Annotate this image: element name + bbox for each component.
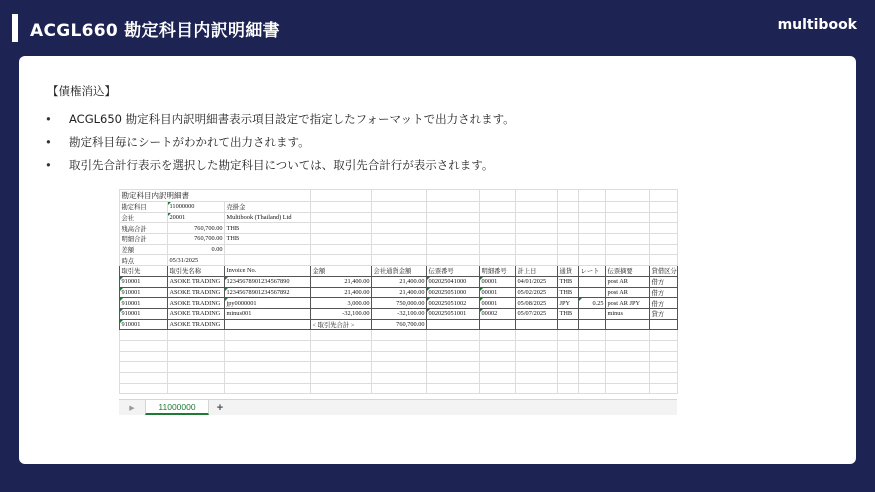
cell-amount: 3,000.00 [311,298,372,309]
meta-label: 残高合計 [120,223,168,234]
meta-balance-currency: THB [225,223,311,234]
cell-invoice [225,319,311,330]
add-sheet-icon[interactable]: + [216,401,224,414]
meta-row-date [120,255,678,266]
bullet-item: • 取引先合計行表示を選択した勘定科目については、取引先合計行が表示されます。 [43,157,515,180]
table-row [120,276,678,287]
section-title: 【債権消込】 [47,84,116,98]
cell-invoice: 12345678901234567890 [225,276,311,287]
meta-label: 明細合計 [120,234,168,245]
column-header: 計上日 [516,266,558,277]
cell-vendor-name: ASOKE TRADING [168,319,225,330]
cell-line-no: 00001 [480,276,516,287]
cell-company-amount: -32,100.00 [372,308,427,319]
cell-dc: 借方 [650,298,678,309]
column-header-row [120,266,678,277]
cell-dc [650,319,678,330]
cell-voucher-no: 002025051000 [427,287,480,298]
cell-invoice: minus001 [225,308,311,319]
column-header: 明細番号 [480,266,516,277]
cell-line-no: 00002 [480,308,516,319]
cell-voucher-no: 002025051002 [427,298,480,309]
cell-amount: 21,400.00 [311,287,372,298]
meta-diff-value: 0.00 [168,244,225,255]
bullet-list [43,111,515,180]
cell-vendor-code: 910001 [120,308,168,319]
cell-memo [606,319,650,330]
empty-row [120,383,678,394]
cell-company-amount: 760,700.00 [372,319,427,330]
meta-detail-value: 760,700.00 [168,234,225,245]
cell-vendor-name: ASOKE TRADING [168,308,225,319]
cell-currency: THB [558,287,579,298]
column-header: レート [579,266,606,277]
title-accent-bar [12,14,18,42]
cell-date: 05/02/2025 [516,287,558,298]
cell-vendor-code: 910001 [120,276,168,287]
cell-line-no: 00001 [480,298,516,309]
title-bar [12,14,280,42]
cell-currency: THB [558,308,579,319]
cell-vendor-code: 910001 [120,287,168,298]
cell-date: 04/01/2025 [516,276,558,287]
table-row [120,287,678,298]
content-card [19,56,856,464]
meta-detail-currency: THB [225,234,311,245]
table-row [120,308,678,319]
column-header: 会社通貨金額 [372,266,427,277]
cell-memo: post AR [606,287,650,298]
cell-currency: JPY [558,298,579,309]
cell-currency [558,319,579,330]
empty-row [120,362,678,373]
cell-voucher-no [427,319,480,330]
cell-rate: 0.25 [579,298,606,309]
page-title: ACGL660 勘定科目内訳明細書 [30,20,280,41]
vendor-total-row [120,319,678,330]
empty-row [120,351,678,362]
cell-memo: minus [606,308,650,319]
bullet-item: • ACGL650 勘定科目内訳明細書表示項目設定で指定したフォーマットで出力されます。 [43,111,515,134]
meta-row-detail [120,234,678,245]
column-header: 伝票番号 [427,266,480,277]
cell-invoice: jpy0000001 [225,298,311,309]
cell-amount: -32,100.00 [311,308,372,319]
empty-row [120,373,678,384]
meta-label: 差額 [120,244,168,255]
meta-label: 会社 [120,212,168,223]
bullet-item: • 勘定科目毎にシートがわかれて出力されます。 [43,134,515,157]
column-header: 伝票摘要 [606,266,650,277]
brand-logo: multibook [777,17,857,33]
column-header: 取引先名称 [168,266,225,277]
meta-row-company [120,212,678,223]
cell-date: 05/08/2025 [516,298,558,309]
cell-date: 05/07/2025 [516,308,558,319]
cell-vendor-name: ASOKE TRADING [168,276,225,287]
meta-label: 勘定科目 [120,202,168,213]
meta-row-diff [120,244,678,255]
cell-rate [579,319,606,330]
empty-row [120,330,678,341]
cell-memo: post AR JPY [606,298,650,309]
cell-dc: 借方 [650,276,678,287]
cell-company-amount: 21,400.00 [372,276,427,287]
meta-date-value: 05/31/2025 [168,255,225,266]
cell-rate [579,276,606,287]
column-header: 取引先 [120,266,168,277]
meta-row-account [120,202,678,213]
sheet-title-row [120,190,678,202]
cell-line-no: 00001 [480,287,516,298]
cell-currency: THB [558,276,579,287]
cell-invoice: 12345678901234567892 [225,287,311,298]
cell-total-label: < 取引先合計 > [311,319,372,330]
cell-dc: 借方 [650,287,678,298]
cell-dc: 貸方 [650,308,678,319]
cell-vendor-code: 910001 [120,298,168,309]
spreadsheet-screenshot [119,189,677,415]
meta-account-code: 11000000 [168,202,225,213]
meta-account-name: 売掛金 [225,202,311,213]
meta-company-code: 20001 [168,212,225,223]
meta-balance-value: 760,700.00 [168,223,225,234]
table-row [120,298,678,309]
sheet-tab-active[interactable]: 11000000 [145,400,209,415]
column-header: 通貨 [558,266,579,277]
cell-vendor-name: ASOKE TRADING [168,287,225,298]
sheet-grid [119,189,678,394]
cell-vendor-name: ASOKE TRADING [168,298,225,309]
meta-label: 時点 [120,255,168,266]
cell-rate [579,287,606,298]
cell-amount: 21,400.00 [311,276,372,287]
cell-voucher-no: 002025051001 [427,308,480,319]
cell-rate [579,308,606,319]
cell-vendor-code: 910001 [120,319,168,330]
cell-company-amount: 750,000.00 [372,298,427,309]
column-header: 金額 [311,266,372,277]
sheet-scroll-arrow-icon[interactable]: ▶ [129,404,135,412]
meta-row-balance [120,223,678,234]
sheet-title: 勘定科目内訳明細書 [120,190,311,202]
cell-voucher-no: 002025041000 [427,276,480,287]
cell-line-no [480,319,516,330]
cell-memo: post AR [606,276,650,287]
column-header: Invoice No. [225,266,311,277]
cell-date [516,319,558,330]
meta-company-name: Multibook (Thailand) Ltd [225,212,311,223]
empty-row [120,340,678,351]
column-header: 貸借区分 [650,266,678,277]
cell-company-amount: 21,400.00 [372,287,427,298]
sheet-tab-bar [119,399,677,415]
